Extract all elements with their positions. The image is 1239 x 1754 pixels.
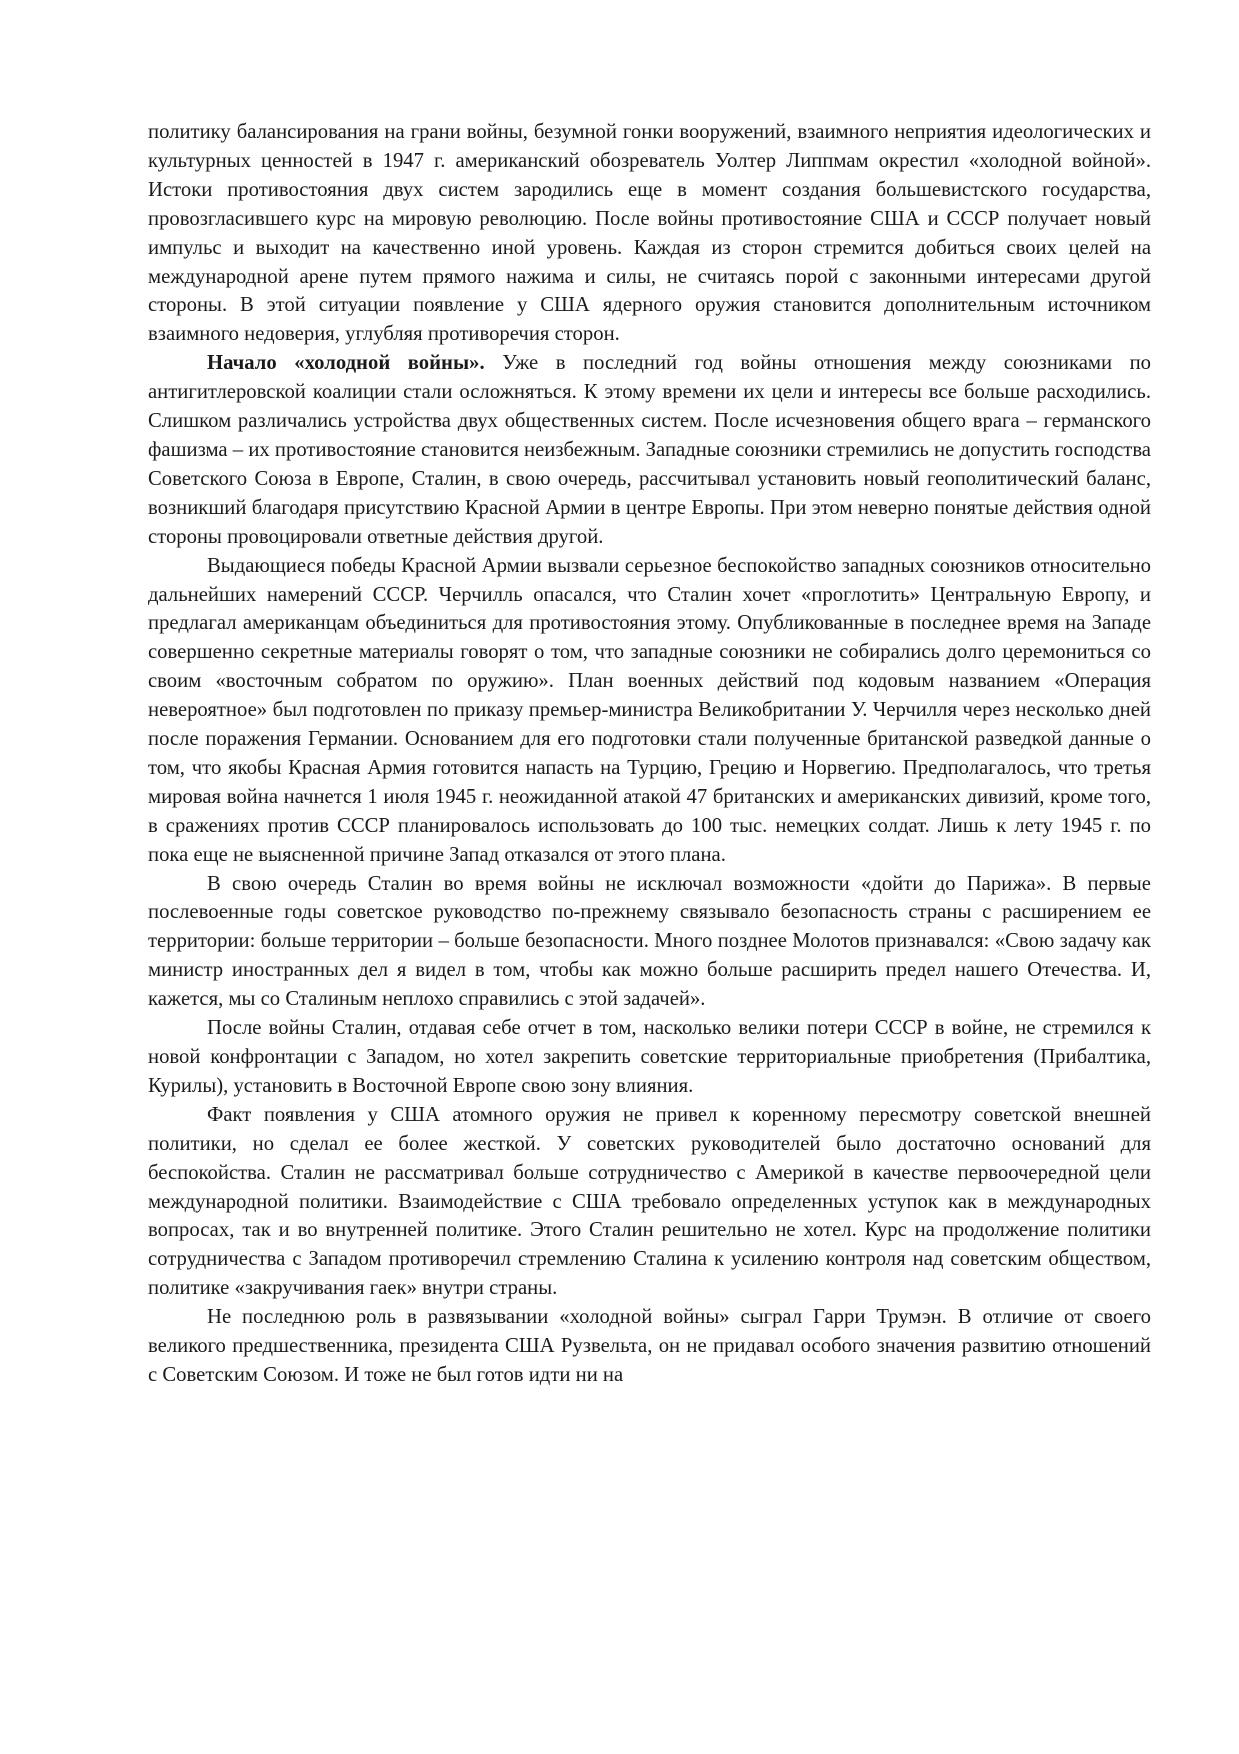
paragraph-6 [148,1101,1151,1303]
document-page [148,118,1151,1390]
paragraph-1-text: политику балансирования на грани войны, безумной гонки вооружений, взаимного неприятия идеологических и культурных ценностей в 1947 г. американский обозреватель Уолтер Липпмам окрестил «холодной войной». Истоки противостояния двух систем зародились еще в момент создания большевистского государства, провозгласившего курс на мировую революцию. После войны противостояние США и СССР получает новый импульс и выходит на качественно иной уровень. Каждая из сторон стремится добиться своих целей на международной арене путем прямого нажима и силы, не считаясь порой с законными интересами другой стороны. В этой ситуации появление у США ядерного оружия становится дополнительным источником взаимного недоверия, углубляя противоречия сторон. [148,121,1151,346]
paragraph-6-text: Факт появления у США атомного оружия не привел к коренному пересмотру советской внешней политики, но сделал ее более жесткой. У советских руководителей было достаточно оснований для беспокойства. Сталин не рассматривал больше сотрудничество с Америкой в качестве первоочередной цели международной политики. Взаимодействие с США требовало определенных уступок как в международных вопросах, так и во внутренней политике. Этого Сталин решительно не хотел. Курс на продолжение политики сотрудничества с Западом противоречил стремлению Сталина к усилению контроля над советским обществом, политике «закручивания гаек» внутри страны. [148,1103,1151,1300]
paragraph-7 [148,1303,1151,1390]
paragraph-4-text: В свою очередь Сталин во время войны не исключал возможности «дойти до Парижа». В первые послевоенные годы советское руководство по-прежнему связывало безопасность страны с расширением ее территории: больше территории – больше безопасности. Много позднее Молотов признавался: «Свою задачу как министр иностранных дел я видел в том, чтобы как можно больше расширить предел нашего Отечества. И, кажется, мы со Сталиным неплохо справились с этой задачей». [148,872,1151,1011]
paragraph-2-text: Уже в последний год войны отношения между союзниками по антигитлеровской коалиции стали осложняться. К этому времени их цели и интересы все больше расходились. Слишком различались устройства двух общественных систем. После исчезновения общего врага – германского фашизма – их противостояние становится неизбежным. Западные союзники стремились не допустить господства Советского Союза в Европе, Сталин, в свою очередь, рассчитывал установить новый геополитический баланс, возникший благодаря присутствию Красной Армии в центре Европы. При этом неверно понятые действия одной стороны провоцировали ответные действия другой. [148,352,1152,548]
paragraph-1 [148,118,1151,349]
paragraph-2 [148,349,1151,551]
paragraph-3 [148,552,1151,870]
paragraph-3-text: Выдающиеся победы Красной Армии вызвали серьезное беспокойство западных союзников относительно дальнейших намерений СССР. Черчилль опасался, что Сталин хочет «проглотить» Центральную Европу, и предлагал американцам объединиться для противостояния этому. Опубликованные в последнее время на Западе совершенно секретные материалы говорят о том, что западные союзники не собирались долго церемониться со своим «восточным собратом по оружию». План военных действий под кодовым названием «Операция невероятное» был подготовлен по приказу премьер-министра Великобритании У. Черчилля через несколько дней после поражения Германии. Основанием для его подготовки стали полученные британской разведкой данные о том, что якобы Красная Армия готовится напасть на Турцию, Грецию и Норвегию. Предполагалось, что третья мировая война начнется 1 июля 1945 г. неожиданной атакой 47 британских и американских дивизий, кроме того, в сражениях против СССР планировалось использовать до 100 тыс. немецких солдат. Лишь к лету 1945 г. по пока еще не выясненной причине Запад отказался от этого плана. [148,554,1151,866]
paragraph-5 [148,1014,1151,1101]
paragraph-5-text: После войны Сталин, отдавая себе отчет в том, насколько велики потери СССР в войне, не стремился к новой конфронтации с Западом, но хотел закрепить советские территориальные приобретения (Прибалтика, Курилы), установить в Восточной Европе свою зону влияния. [148,1017,1151,1097]
paragraph-7-text: Не последнюю роль в развязывании «холодной войны» сыграл Гарри Трумэн. В отличие от своего великого предшественника, президента США Рузвельта, он не придавал особого значения развитию отношений с Советским Союзом. И тоже не был готов идти ни на [148,1306,1151,1386]
section-heading: Начало «холодной войны». [207,352,485,375]
paragraph-4 [148,870,1151,1015]
